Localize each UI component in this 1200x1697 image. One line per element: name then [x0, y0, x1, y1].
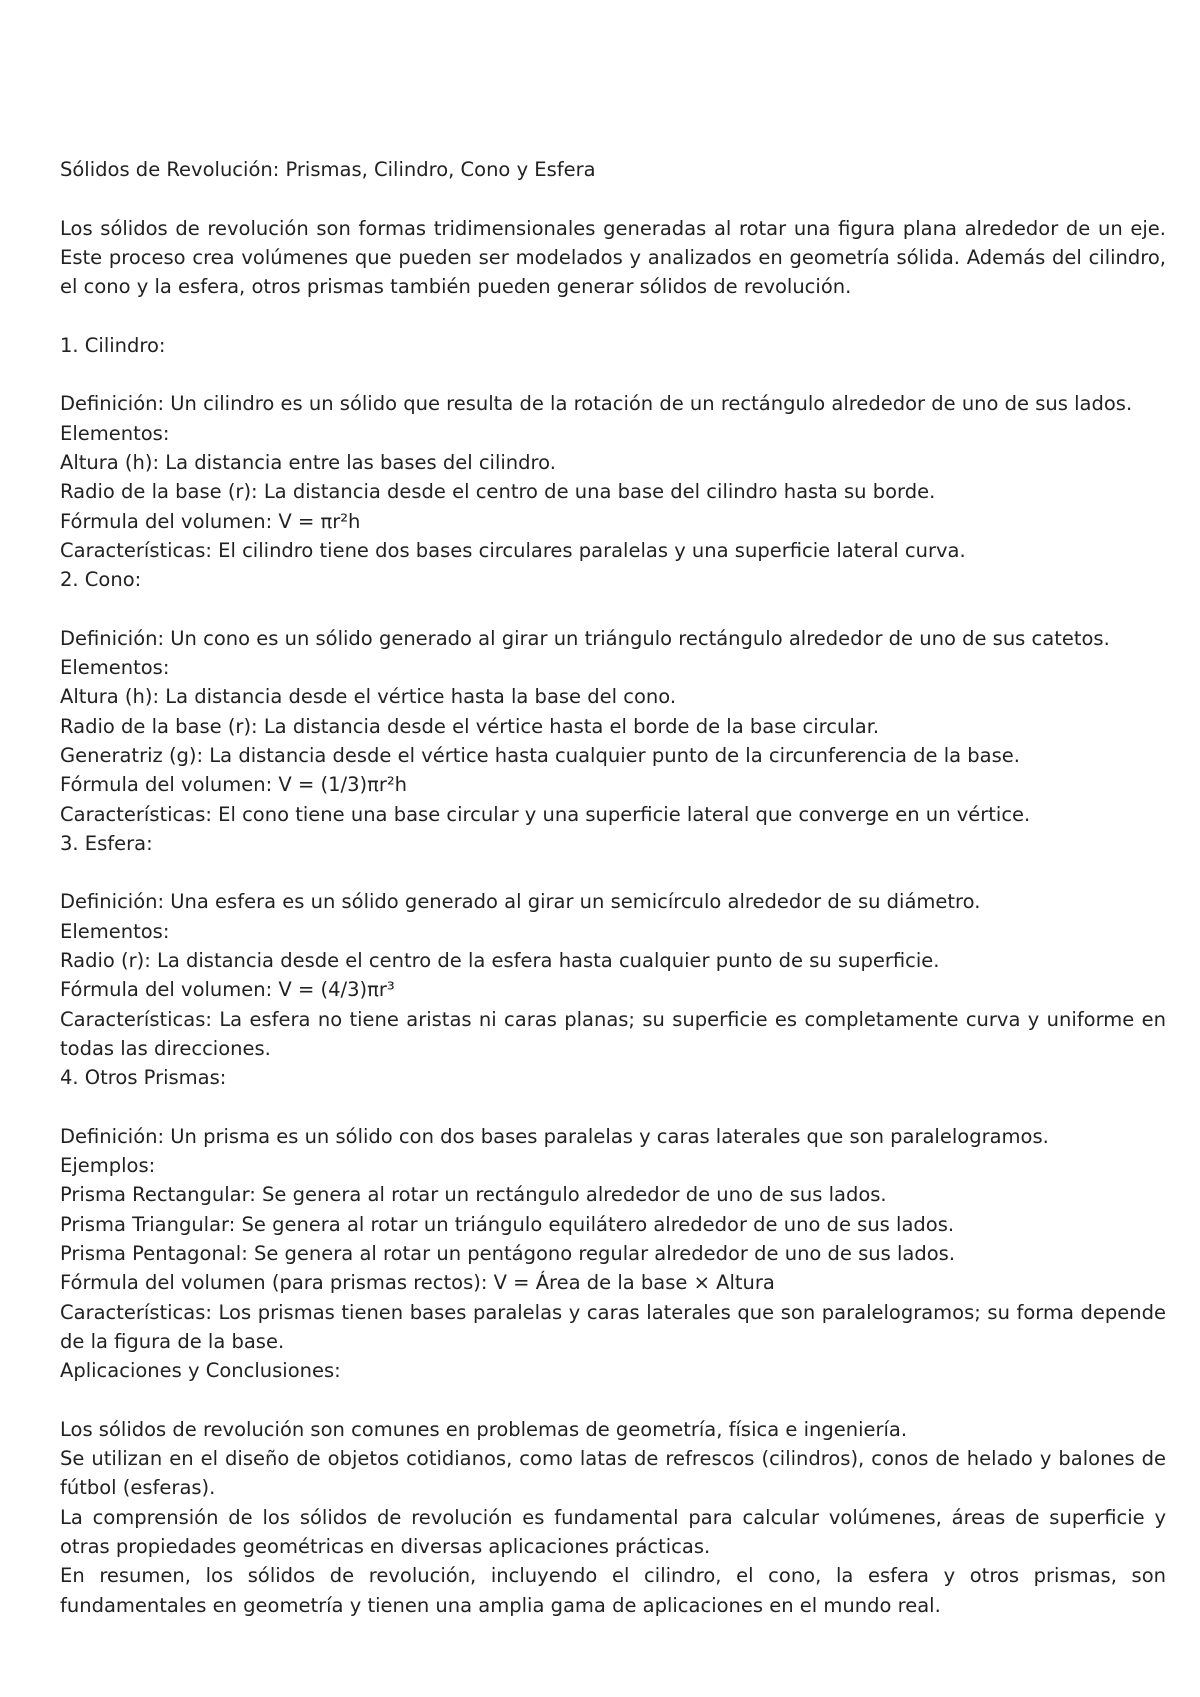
section-heading-cono: 2. Cono: — [60, 568, 142, 592]
conclusiones-p2: Se utilizan en el diseño de objetos cotidianos, como latas de refrescos (cilindros), conos de helado y balones de fútbol (esferas). — [60, 1447, 1166, 1500]
spacer — [60, 858, 1166, 887]
cilindro-elementos-label: Elementos: — [60, 421, 170, 445]
cono-caracteristicas: Características: El cono tiene una base circular y una superficie lateral que converge en un vértice. — [60, 802, 1031, 826]
cono-formula: Fórmula del volumen: V = (1/3)πr²h — [60, 773, 408, 797]
cilindro-radio: Radio de la base (r): La distancia desde el centro de una base del cilindro hasta su borde. — [60, 480, 936, 504]
prismas-formula: Fórmula del volumen (para prismas rectos): V = Área de la base × Altura — [60, 1271, 775, 1295]
section-heading-cilindro: 1. Cilindro: — [60, 333, 166, 357]
prisma-rectangular: Prisma Rectangular: Se genera al rotar un rectángulo alrededor de uno de sus lados. — [60, 1183, 887, 1207]
prisma-triangular: Prisma Triangular: Se genera al rotar un triángulo equilátero alrededor de uno de sus lados. — [60, 1212, 955, 1236]
esfera-elementos-label: Elementos: — [60, 919, 170, 943]
esfera-formula: Fórmula del volumen: V = (4/3)πr³ — [60, 978, 395, 1002]
spacer — [60, 184, 1166, 213]
document-title: Sólidos de Revolución: Prismas, Cilindro, Cono y Esfera — [60, 158, 596, 181]
cono-generatriz: Generatriz (g): La distancia desde el vértice hasta cualquier punto de la circunferencia de la base. — [60, 743, 1020, 767]
cilindro-altura: Altura (h): La distancia entre las bases del cilindro. — [60, 450, 556, 474]
esfera-caracteristicas: Características: La esfera no tiene aristas ni caras planas; su superficie es completamente curva y uniforme en todas las direcciones. — [60, 1007, 1166, 1060]
section-heading-esfera: 3. Esfera: — [60, 831, 153, 855]
cono-elementos-label: Elementos: — [60, 656, 170, 680]
conclusiones-p3: La comprensión de los sólidos de revolución es fundamental para calcular volúmenes, áreas de superficie y otras propiedades geométricas en diversas aplicaciones prácticas. — [60, 1505, 1166, 1558]
section-heading-prismas: 4. Otros Prismas: — [60, 1066, 227, 1090]
prismas-caracteristicas: Características: Los prismas tienen bases paralelas y caras laterales que son paralelogramos; su forma depende de la figura de la base. — [60, 1300, 1166, 1353]
cono-definicion: Definición: Un cono es un sólido generado al girar un triángulo rectángulo alrededor de uno de sus catetos. — [60, 626, 1110, 650]
conclusiones-p4: En resumen, los sólidos de revolución, incluyendo el cilindro, el cono, la esfera y otros prismas, son fundamentales en geometría y tienen una amplia gama de aplicaciones en el mundo real. — [60, 1564, 1166, 1617]
esfera-radio: Radio (r): La distancia desde el centro de la esfera hasta cualquier punto de su superficie. — [60, 949, 940, 973]
cilindro-formula: Fórmula del volumen: V = πr²h — [60, 509, 361, 533]
spacer — [60, 301, 1166, 330]
cilindro-definicion: Definición: Un cilindro es un sólido que resulta de la rotación de un rectángulo alrededor de uno de sus lados. — [60, 392, 1133, 416]
spacer — [60, 360, 1166, 389]
intro-paragraph: Los sólidos de revolución son formas tridimensionales generadas al rotar una figura plana alrededor de un eje. Este proceso crea volúmenes que pueden ser modelados y analizados en geometría sólida. Además del cilindro, el cono y la esfera, otros prismas también pueden generar sólidos de revolución. — [60, 216, 1166, 299]
esfera-definicion: Definición: Una esfera es un sólido generado al girar un semicírculo alrededor de su diámetro. — [60, 890, 981, 914]
spacer — [60, 1385, 1166, 1414]
prismas-ejemplos-label: Ejemplos: — [60, 1154, 156, 1178]
conclusiones-p1: Los sólidos de revolución son comunes en problemas de geometría, física e ingeniería. — [60, 1417, 908, 1441]
cono-altura: Altura (h): La distancia desde el vértice hasta la base del cono. — [60, 685, 677, 709]
cilindro-caracteristicas: Características: El cilindro tiene dos bases circulares paralelas y una superficie lateral curva. — [60, 538, 966, 562]
document-page — [60, 155, 1166, 1620]
spacer — [60, 1093, 1166, 1122]
section-heading-conclusiones: Aplicaciones y Conclusiones: — [60, 1359, 341, 1383]
cono-radio: Radio de la base (r): La distancia desde el vértice hasta el borde de la base circular. — [60, 714, 880, 738]
prisma-pentagonal: Prisma Pentagonal: Se genera al rotar un pentágono regular alrededor de uno de sus lados. — [60, 1241, 956, 1265]
spacer — [60, 594, 1166, 623]
prismas-definicion: Definición: Un prisma es un sólido con dos bases paralelas y caras laterales que son paralelogramos. — [60, 1124, 1049, 1148]
